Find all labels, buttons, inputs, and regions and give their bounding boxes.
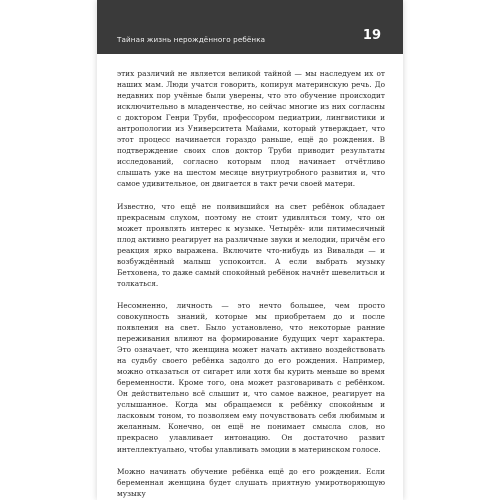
paragraph: этих различий не является великой тайной — мы наследуем их от наших мам. Люди учатся говорить, копируя материнскую речь. До недавних пор учёные были уверены, что это обучение происходит исключительно в младенчестве, но сейчас многие из них согласны с доктором Генри Труби, профессором педиатрии, лингвистики и антропологии из Университета Майами, который утверждает, что этот процесс начинается гораздо раньше, ещё до рождения. В подтверждение своих слов доктор Труби приводит результаты исследований, согласно которым плод начинает отчётливо слышать уже на шестом месяце внутриутробного развития и, что самое удивительное, он двигается в такт речи своей матери. (117, 69, 385, 189)
paragraph: Можно начинать обучение ребёнка ещё до его рождения. Если беременная женщина будет слушать приятную умиротворяющую музыку (117, 466, 385, 498)
paragraph: Несомненно, личность — это нечто большее, чем просто совокупность знаний, которые мы приобретаем до и после появления на свет. Было установлено, что некоторые ранние переживания влияют на формирование будущих черт характера. Это означает, что женщина может начать активно воздействовать на судьбу своего ребёнка задолго до его рождения. Например, можно отказаться от сигарет или хотя бы курить меньше во время беременности. Кроме того, она может разговаривать с ребёнком. Он действительно всё слышит и, что самое важное, реагирует на услышанное. Когда мы обращаемся к ребёнку спокойным и ласковым тоном, то позволяем ему почувствовать себя любимым и желанным. Конечно, он ещё не понимает смысла слов, но прекрасно улавливает интонацию. Он достаточно развит интеллектуально, чтобы улавливать эмоции в материнском голосе. (117, 300, 385, 454)
body-text (117, 68, 385, 499)
page-header (97, 0, 403, 54)
running-title: Тайная жизнь нерождённого ребёнка (117, 35, 266, 44)
book-page (97, 0, 403, 500)
paragraph: Известно, что ещё не появившийся на свет ребёнок обладает прекрасным слухом, поэтому не стоит удивляться тому, что он может проявлять интерес к музыке. Четырёх- или пятимесячный плод активно реагирует на различные звуки и мелодии, причём его реакция ярко выражена. Включите что-нибудь из Вивальди — и возбуждённый малыш успокоится. А если выбрать музыку Бетховена, то даже самый спокойный ребёнок начнёт шевелиться и толкаться. (117, 201, 385, 288)
page-number: 19 (362, 28, 381, 43)
